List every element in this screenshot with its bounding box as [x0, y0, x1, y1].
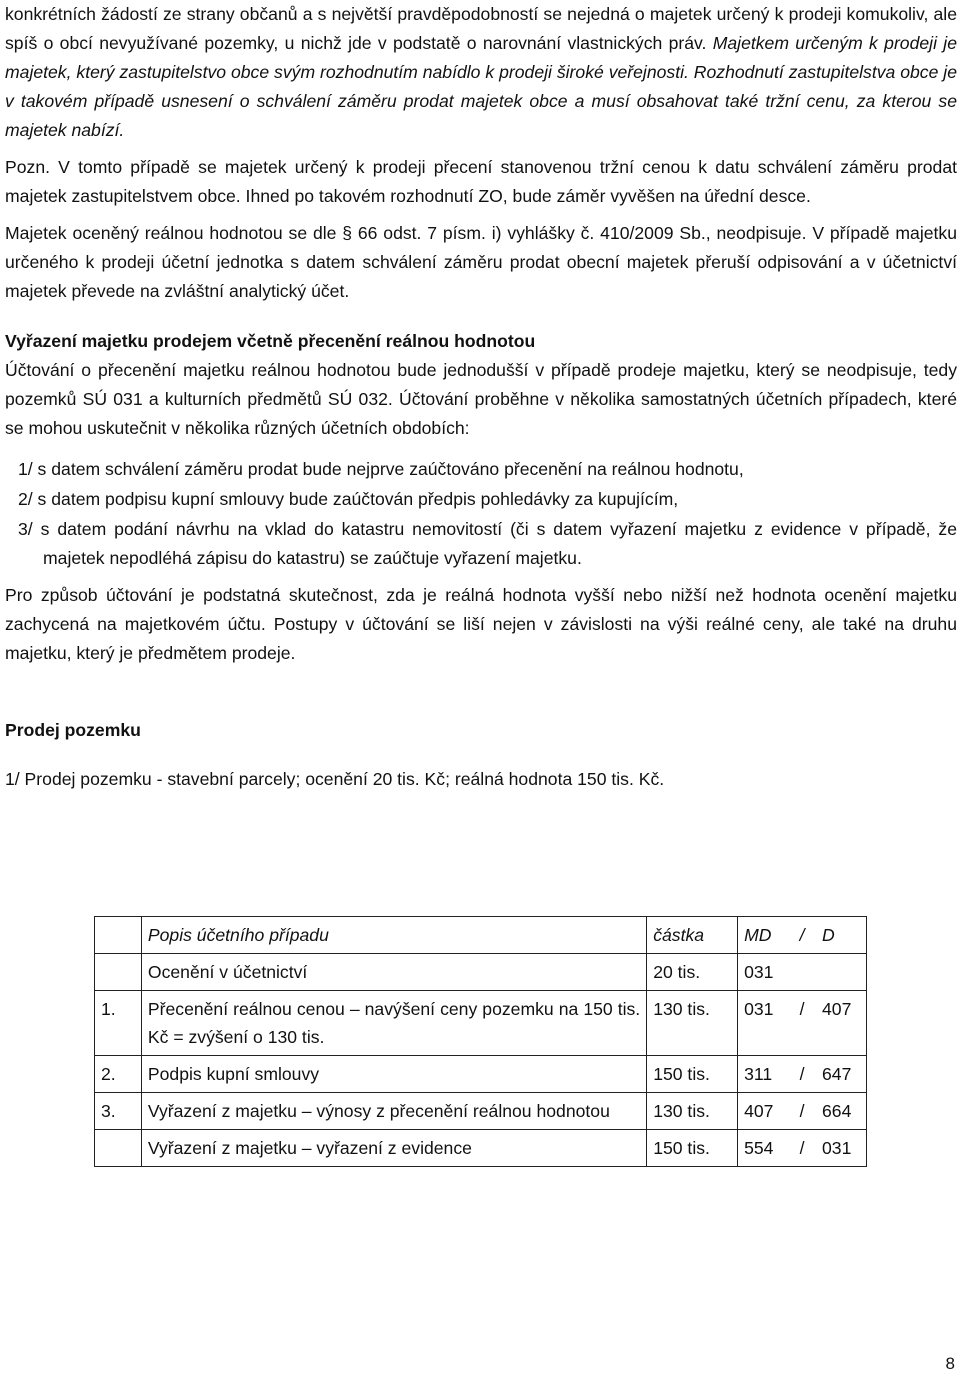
header-cell-num	[95, 917, 142, 954]
intro-italic-text: Majetkem určeným k prodeji je majetek, který zastupitelstvo obce svým rozhodnutím nabídlo k prodeji široké veřejnosti. Rozhodnutí zastupitelstva obce je v takovém případě usnesení o schválení záměru prodat majetek obce a musí obsahovat také tržní cenu, za kterou se majetek nabízí.	[5, 33, 957, 140]
row-slash-cell: /	[788, 1093, 816, 1130]
row-amount-cell: 20 tis.	[647, 954, 738, 991]
table-row	[95, 1056, 867, 1093]
row-amount-cell: 130 tis.	[647, 1093, 738, 1130]
valuation-paragraph: Majetek oceněný reálnou hodnotou se dle § 66 odst. 7 písm. i) vyhlášky č. 410/2009 Sb., neodpisuje. V případě majetku určeného k prodeji účetní jednotka s datem schválení záměru prodat obecní majetek přeruší odpisování a v účetnictví majetek převede na zvláštní analytický účet.	[5, 223, 957, 301]
header-cell-description: Popis účetního případu	[141, 917, 646, 954]
section-heading-vyrazeni: Vyřazení majetku prodejem včetně přecenění reálnou hodnotou	[5, 331, 536, 351]
row-slash-cell	[788, 954, 816, 991]
row-number-cell: 2.	[95, 1056, 142, 1093]
row-amount-cell: 150 tis.	[647, 1056, 738, 1093]
table-row	[95, 991, 867, 1056]
row-description-cell: Vyřazení z majetku – vyřazení z evidence	[141, 1130, 646, 1167]
row-description-cell: Ocenění v účetnictví	[141, 954, 646, 991]
row-number-cell: 3.	[95, 1093, 142, 1130]
row-d-cell: 647	[816, 1056, 867, 1093]
header-cell-amount: částka	[647, 917, 738, 954]
row-amount-cell: 150 tis.	[647, 1130, 738, 1167]
row-amount-cell: 130 tis.	[647, 991, 738, 1056]
row-number-cell	[95, 1130, 142, 1167]
row-md-cell: 031	[738, 991, 788, 1056]
row-md-cell: 554	[738, 1130, 788, 1167]
row-md-cell: 031	[738, 954, 788, 991]
row-d-cell	[816, 954, 867, 991]
table-row	[95, 954, 867, 991]
row-slash-cell: /	[788, 991, 816, 1056]
table-row	[95, 1093, 867, 1130]
row-d-cell: 407	[816, 991, 867, 1056]
closing-paragraph: Pro způsob účtování je podstatná skutečnost, zda je reálná hodnota vyšší nebo nižší než hodnota ocenění majetku zachycená na majetkovém účtu. Postupy v účtování se liší nejen v závislosti na výši reálné ceny, ale také na druhu majetku, který je předmětem prodeje.	[5, 585, 957, 663]
list-item: 2/ s datem podpisu kupní smlouvy bude zaúčtován předpis pohledávky za kupujícím,	[18, 489, 679, 509]
intro-paragraph	[5, 0, 957, 145]
list-item: 3/ s datem podání návrhu na vklad do katastru nemovitostí (či s datem vyřazení majetku z evidence v případě, že majetek nepodléhá zápisu do katastru) se zaúčtuje vyřazení majetku.	[18, 519, 957, 568]
steps-list	[5, 455, 957, 573]
note-paragraph: Pozn. V tomto případě se majetek určený k prodeji přecení stanovenou tržní cenou k datu schválení záměru prodat majetek zastupitelstvem obce. Ihned po takovém rozhodnutí ZO, bude záměr vyvěšen na úřední desce.	[5, 157, 957, 206]
accounting-table	[94, 916, 867, 1167]
table-row	[95, 1130, 867, 1167]
row-number-cell	[95, 954, 142, 991]
row-number-cell: 1.	[95, 991, 142, 1056]
row-d-cell: 664	[816, 1093, 867, 1130]
row-slash-cell: /	[788, 1130, 816, 1167]
row-description-cell: Podpis kupní smlouvy	[141, 1056, 646, 1093]
section-heading-prodej-pozemku: Prodej pozemku	[5, 720, 141, 740]
section-paragraph: Účtování o přecenění majetku reálnou hodnotou bude jednodušší v případě prodeje majetku, který se neodpisuje, tedy pozemků SÚ 031 a kulturních předmětů SÚ 032. Účtování proběhne v několika samostatných účetních případech, které se mohou uskutečnit v několika různých účetních obdobích:	[5, 360, 957, 438]
intro-text: konkrétních žádostí ze strany občanů a s největší pravděpodobností se nejedná o majetek určený k prodeji komukoliv, ale spíš o obcí nevyužívané pozemky, u nichž jde v podstatě o narovnání vlastnických práv.	[5, 4, 957, 53]
row-description-cell: Vyřazení z majetku – výnosy z přecenění reálnou hodnotou	[141, 1093, 646, 1130]
header-cell-slash: /	[788, 917, 816, 954]
page-number: 8	[945, 1354, 955, 1373]
table-header-row	[95, 917, 867, 954]
list-item: 1/ s datem schválení záměru prodat bude nejprve zaúčtováno přecenění na reálnou hodnotu,	[18, 459, 744, 479]
document-page	[5, 0, 957, 794]
example-line: 1/ Prodej pozemku - stavební parcely; ocenění 20 tis. Kč; reálná hodnota 150 tis. Kč.	[5, 769, 665, 789]
row-md-cell: 407	[738, 1093, 788, 1130]
header-cell-d: D	[816, 917, 867, 954]
row-md-cell: 311	[738, 1056, 788, 1093]
row-slash-cell: /	[788, 1056, 816, 1093]
row-description-cell: Přecenění reálnou cenou – navýšení ceny pozemku na 150 tis. Kč = zvýšení o 130 tis.	[141, 991, 646, 1056]
header-cell-md: MD	[738, 917, 788, 954]
row-d-cell: 031	[816, 1130, 867, 1167]
